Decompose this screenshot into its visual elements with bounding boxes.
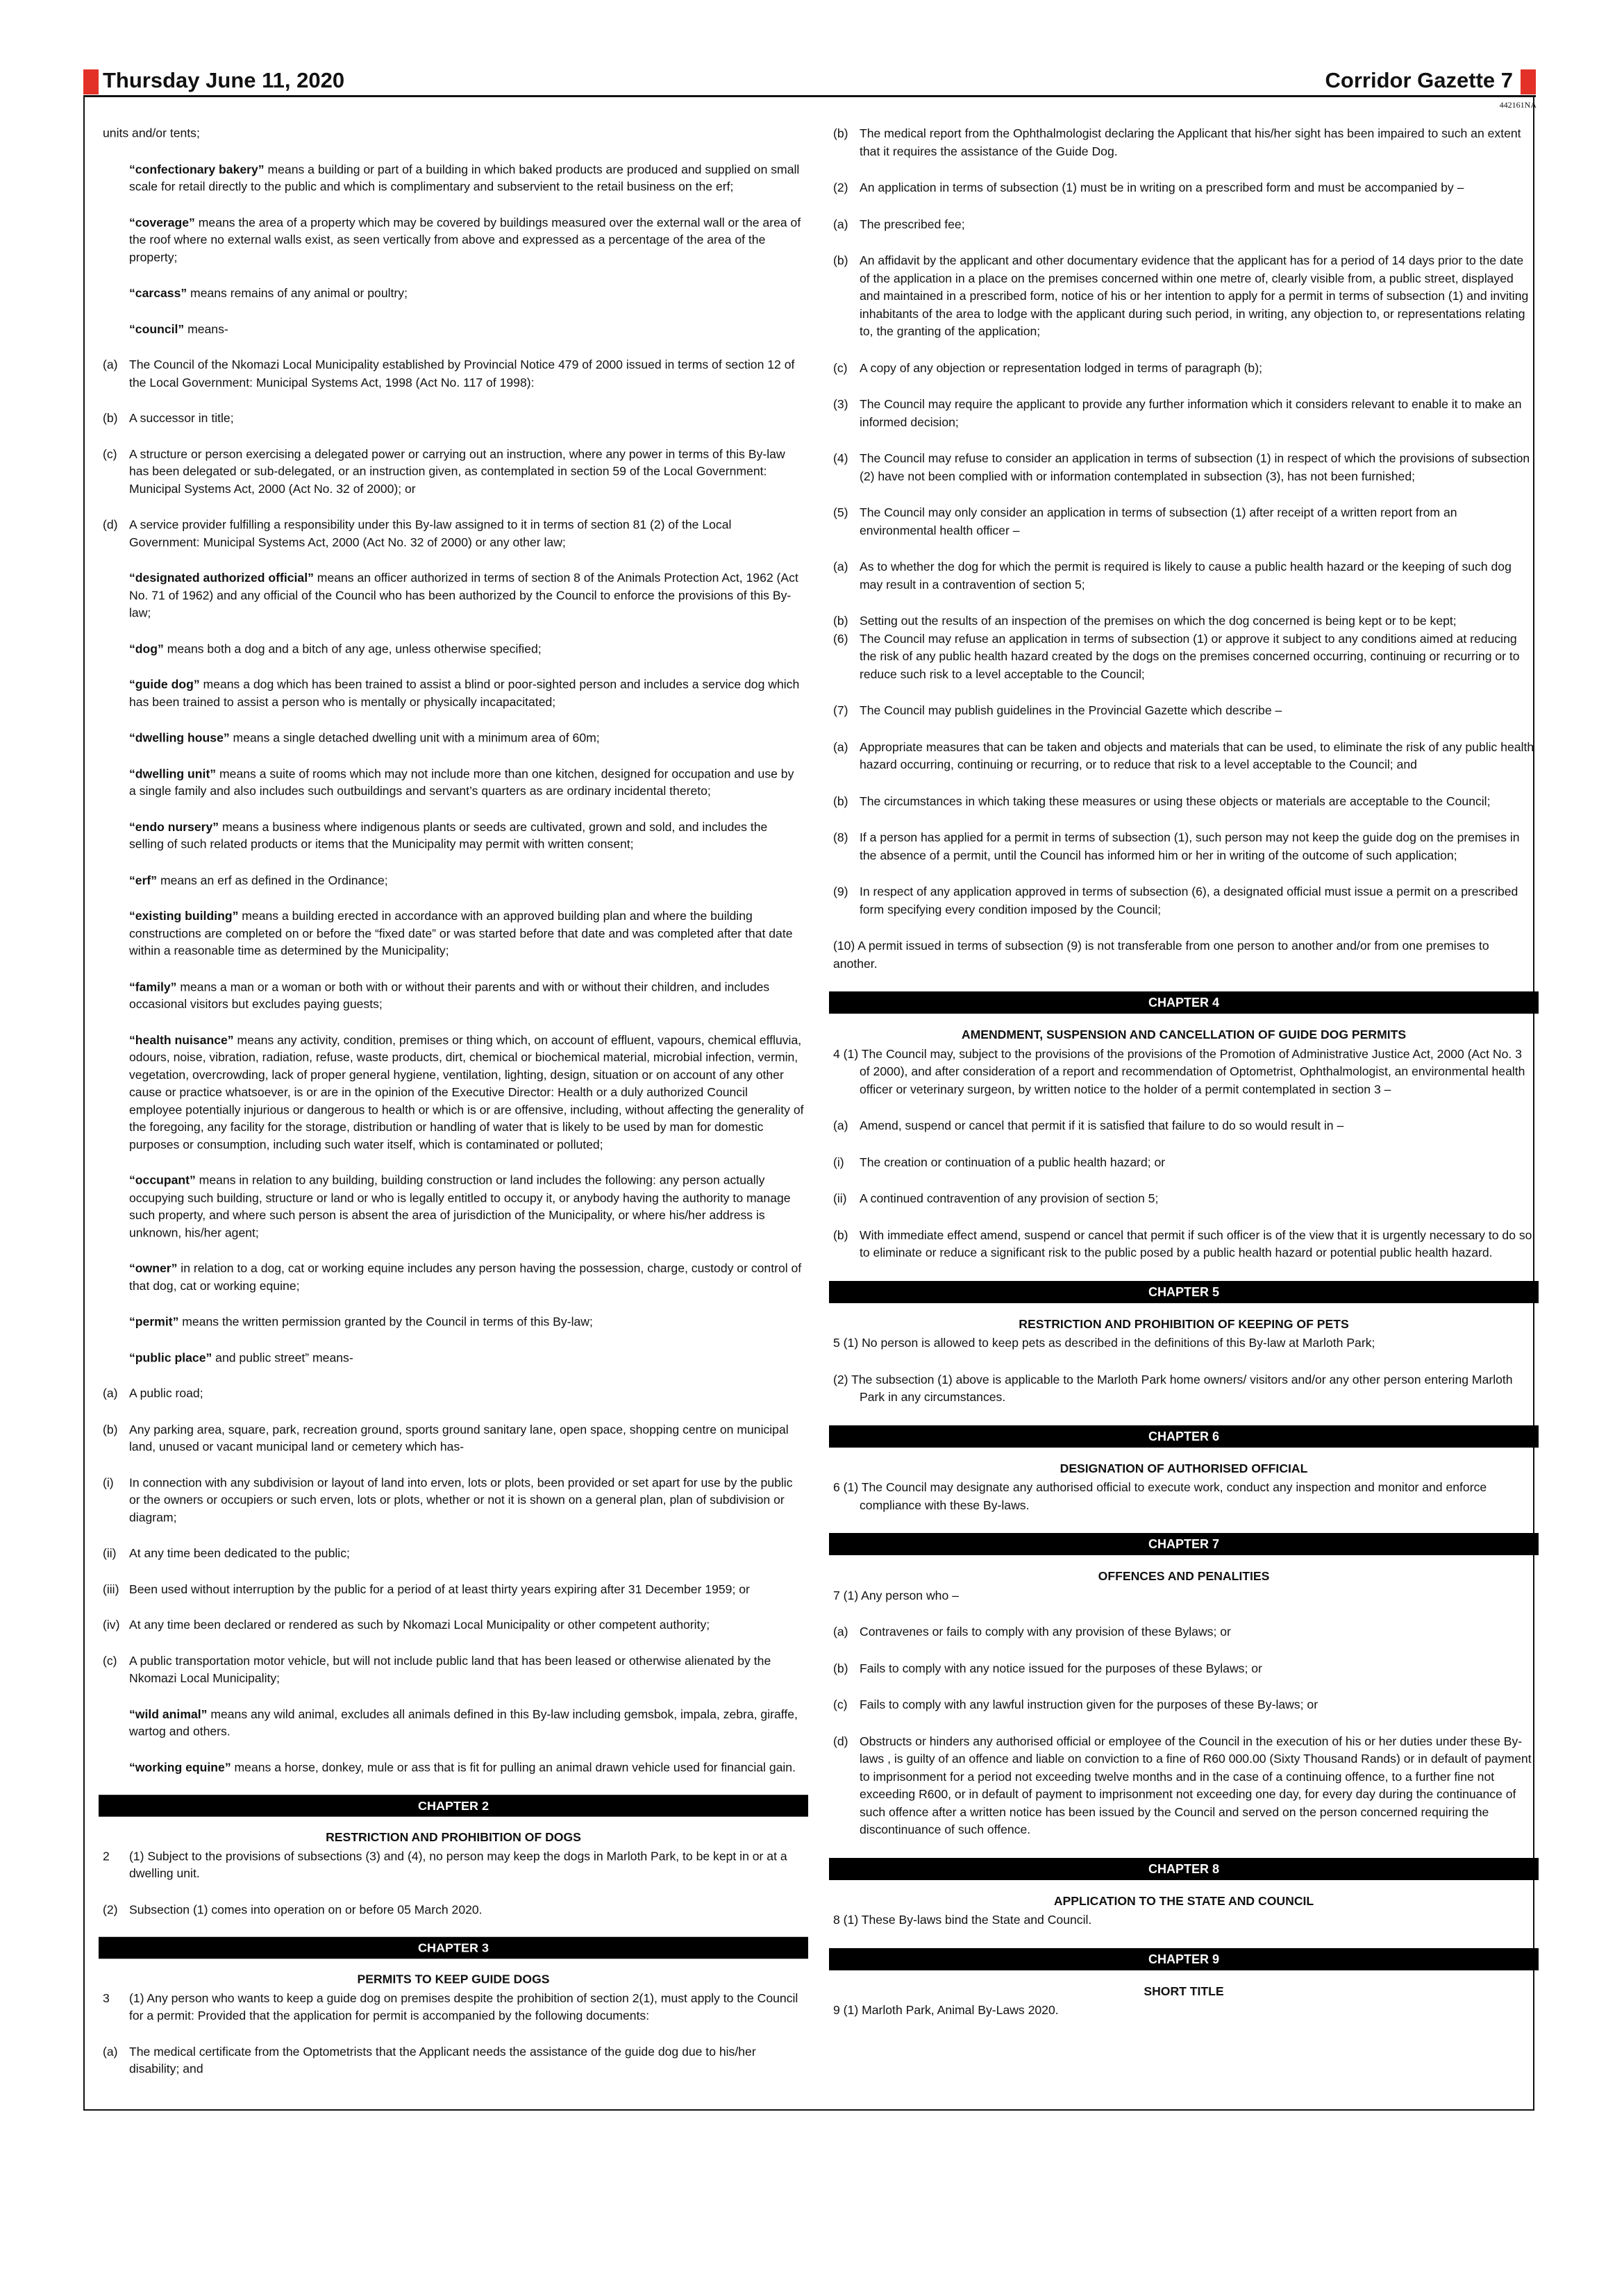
item-label: (b) — [103, 1422, 118, 1436]
item-label: (a) — [103, 1386, 118, 1400]
chapter-4-lead: 4 (1) The Council may, subject to the provisions of the provisions of the Promotion of Administrative Justice Act, 2000 (Act No. 3 of 2000), and after consideration of a report and recommendation of Optometrist, Ophthalmologist, an environmental health officer or veterinary surgeon, by written notice to the holder of a permit contemplated in section 3 – — [833, 1046, 1525, 1096]
definition-term: “dwelling house” — [129, 730, 230, 745]
list-item — [103, 1385, 804, 1402]
item-text: The Council may require the applicant to provide any further information which it considers relevant to enable it to make an informed decision; — [860, 397, 1522, 429]
item-text: The Council may refuse to consider an application in terms of subsection (1) in respect of which the provisions of subsection (2) have not been complied with or information contemplated in subsection (3), has not been furnished; — [860, 451, 1530, 483]
definition-term: “endo nursery” — [129, 819, 219, 834]
definition-term: “family” — [129, 980, 177, 994]
item-text: A public road; — [129, 1386, 203, 1400]
item-text: The circumstances in which taking these measures or using these objects or materials are acceptable to the Council; — [860, 794, 1491, 808]
item-label: (2) — [103, 1902, 118, 1916]
definition-term: “council” — [129, 321, 185, 336]
item-text: (1) Any person who wants to keep a guide dog on premises despite the prohibition of section 2(1), must apply to the Council for a permit: Provided that the application for permit is accompanied by the following documents: — [129, 1991, 798, 2022]
item-label: (b) — [833, 614, 848, 628]
chapter-6-line1: 6 (1) The Council may designate any authorised official to execute work, conduct any inspection and monitor and enforce compliance with these By-laws. — [833, 1480, 1487, 1512]
list-item — [103, 1421, 804, 1456]
list-item — [103, 1990, 804, 2025]
item-label: (ii) — [833, 1191, 847, 1205]
definition-text: means a suite of rooms which may not include more than one kitchen, designed for occupation and use by a single family and also includes such outbuildings and servant’s quarters as are ordinary incidental thereto; — [129, 766, 794, 798]
item-text: A copy of any objection or representation lodged in terms of paragraph (b); — [860, 360, 1262, 375]
item-text: Subsection (1) comes into operation on or before 05 March 2020. — [129, 1902, 483, 1916]
list-item — [103, 1847, 804, 1882]
definition-term: “guide dog” — [129, 677, 200, 692]
item-label: (a) — [103, 2044, 118, 2059]
definition — [103, 978, 804, 1013]
item-text: An affidavit by the applicant and other documentary evidence that the applicant has for a period of 14 days prior to the date of the application in a place on the premises concerned within one metre of, clearly visible from, a public street, displayed and maintained in a prescribed form, notice of his or her intention to apply for a permit in terms of subsection (1) and inviting inhabitants of the area to lodge with the applicant during such period, in writing, any objection to, or representations relating to, the granting of the application; — [860, 253, 1529, 338]
list-item — [833, 216, 1534, 234]
chapter-5-line1: 5 (1) No person is allowed to keep pets as described in the definitions of this By-law at Marloth Park; — [833, 1336, 1375, 1350]
definition-term: “dwelling unit” — [129, 766, 217, 780]
definition — [103, 765, 804, 800]
definition — [103, 285, 804, 302]
item-text: The Council of the Nkomazi Local Municipality established by Provincial Notice 479 of 2000 issued in terms of section 12 of the Local Government: Municipal Systems Act, 1998 (Act No. 117 of 1998): — [129, 358, 795, 389]
item-label: (a) — [833, 1625, 848, 1639]
item-text: If a person has applied for a permit in terms of subsection (1), such person may not keep the guide dog on the premises in the absence of a permit, until the Council has informed him or her in writing of the outcome of such application; — [860, 830, 1520, 862]
definition-text: means remains of any animal or poultry; — [187, 286, 408, 300]
item-text: At any time been declared or rendered as such by Nkomazi Local Municipality or other competent authority; — [129, 1618, 710, 1632]
list-item — [833, 179, 1534, 197]
list-item — [103, 1474, 804, 1526]
chapter-4-banner: CHAPTER 4 — [829, 991, 1539, 1014]
definition — [103, 161, 804, 196]
chapter-7-banner: CHAPTER 7 — [829, 1533, 1539, 1555]
item-label: (c) — [103, 446, 117, 461]
chapter-9-line1: 9 (1) Marloth Park, Animal By-Laws 2020. — [833, 2003, 1059, 2017]
definition-text: means a building or part of a building in which baked products are produced and supplied on small scale for retail directly to the public and which is complimentary and subservient to the retail business on the erf; — [129, 162, 800, 194]
chapter-9-title: SHORT TITLE — [1144, 1984, 1224, 1998]
item-label: (i) — [833, 1155, 844, 1169]
item-text: Amend, suspend or cancel that permit if it is satisfied that failure to do so would result in – — [860, 1118, 1344, 1132]
item-label: (8) — [833, 830, 848, 844]
item-text: A service provider fulfilling a responsibility under this By-law assigned to it in terms of section 81 (2) of the Local Government: Municipal Systems Act, 2000 (Act No. 32 of 2000) or any other law; — [129, 517, 732, 549]
item-label: (d) — [833, 1734, 848, 1748]
definition-text: means in relation to any building, building construction or land includes the following: any person actually occupying such building, structure or land or who is legally entitled to occupy it, or anybody having the authority to manage such property, and where such person is absent the area of jurisdiction of the Municipality, or where his/her address is unknown, his/her agent; — [129, 1173, 791, 1239]
item-text: A successor in title; — [129, 411, 234, 425]
chapter-2-title: RESTRICTION AND PROHIBITION OF DOGS — [326, 1830, 581, 1844]
chapter-6-banner: CHAPTER 6 — [829, 1425, 1539, 1448]
list-item — [103, 1581, 804, 1598]
chapter-3-title: PERMITS TO KEEP GUIDE DOGS — [357, 1972, 550, 1986]
item-label: (c) — [103, 1654, 117, 1668]
item-text: In respect of any application approved in terms of subsection (6), a designated official must issue a permit on a prescribed form specifying every condition imposed by the Council; — [860, 885, 1518, 916]
definition — [103, 907, 804, 960]
definition — [103, 214, 804, 266]
definition-term: “working equine” — [129, 1760, 231, 1775]
chapter-5-banner: CHAPTER 5 — [829, 1281, 1539, 1303]
definition-term: “coverage” — [129, 215, 195, 230]
definition — [103, 1172, 804, 1241]
list-item — [833, 1660, 1534, 1678]
item-text: The prescribed fee; — [860, 217, 965, 231]
item-label: (6) — [833, 631, 848, 646]
item-text: (1) Subject to the provisions of subsections (3) and (4), no person may keep the dogs in Marloth Park, to be kept in or at a dwelling unit. — [129, 1849, 787, 1881]
definition-term: “confectionary bakery” — [129, 162, 265, 176]
list-item — [833, 396, 1534, 431]
item-label: (b) — [833, 126, 848, 140]
item-label: (i) — [103, 1475, 114, 1489]
item-text: The Council may only consider an application in terms of subsection (1) after receipt of a written report from an environmental health officer – — [860, 505, 1457, 537]
list-item — [833, 1623, 1534, 1641]
list-item — [103, 446, 804, 498]
item-text: Fails to comply with any lawful instruction given for the purposes of these By-laws; or — [860, 1698, 1319, 1711]
item-label: (5) — [833, 505, 848, 519]
list-item — [103, 1545, 804, 1562]
item-text: Contravenes or fails to comply with any provision of these Bylaws; or — [860, 1625, 1231, 1639]
item-text: The Council may refuse an application in terms of subsection (1) or approve it subject to any conditions aimed at reducing the risk of any public health hazard created by the dogs on the premises concerned occurring, continuing or recurring or to reduce such risk to a level acceptable to the Council; — [860, 631, 1520, 681]
item-text: Any parking area, square, park, recreation ground, sports ground sanitary lane, open space, shopping centre on municipal land, unused or vacant municipal land or cemetery which has- — [129, 1422, 789, 1454]
definition — [103, 1759, 804, 1777]
list-item — [833, 1733, 1534, 1839]
chapter-5-line2: (2) The subsection (1) above is applicable to the Marloth Park home owners/ visitors and/or any other person entering Marloth Park in any circumstances. — [833, 1372, 1513, 1404]
list-item — [833, 252, 1534, 341]
header-accent-left — [83, 69, 99, 94]
definition-term: “wild animal” — [129, 1707, 208, 1721]
list-item — [103, 1901, 804, 1918]
item-label: 3 — [103, 1991, 110, 2005]
item-label: (d) — [103, 517, 118, 532]
definition — [103, 819, 804, 853]
definition — [103, 1706, 804, 1741]
definition-term: “existing building” — [129, 909, 239, 923]
list-item — [833, 450, 1534, 485]
item-text: At any time been dedicated to the public; — [129, 1546, 350, 1560]
left-column — [103, 125, 804, 2096]
definition — [103, 569, 804, 621]
item-text: An application in terms of subsection (1) must be in writing on a prescribed form and must be accompanied by – — [860, 181, 1464, 194]
item-label: (2) — [833, 181, 848, 194]
list-item — [833, 558, 1534, 594]
item-text: The medical report from the Ophthalmologist declaring the Applicant that his/her sight has been impaired to such an extent that it requires the assistance of the Guide Dog. — [860, 126, 1521, 158]
item-label: (a) — [833, 739, 848, 754]
list-item — [833, 702, 1534, 720]
chapter-3-banner: CHAPTER 3 — [99, 1937, 808, 1959]
definition-term: “dog” — [129, 642, 164, 655]
list-item — [833, 1227, 1534, 1262]
definition — [103, 1260, 804, 1295]
item-label: (a) — [833, 560, 848, 573]
item-label: 2 — [103, 1849, 110, 1863]
definition — [103, 1314, 804, 1331]
list-item — [833, 1117, 1534, 1135]
item-text: The Council may publish guidelines in the Provincial Gazette which describe – — [860, 703, 1282, 717]
chapter-8-line1: 8 (1) These By-laws bind the State and Council. — [833, 1913, 1092, 1927]
item-label: (ii) — [103, 1546, 117, 1560]
item-label: (b) — [103, 411, 118, 425]
list-item — [833, 883, 1534, 919]
definition-term: “carcass” — [129, 286, 187, 300]
definition-term: “erf” — [129, 873, 158, 887]
list-item — [833, 504, 1534, 539]
header-accent-right — [1521, 69, 1536, 94]
chapter-4-title: AMENDMENT, SUSPENSION AND CANCELLATION OF GUIDE DOG PERMITS — [961, 1028, 1407, 1041]
item-text: Appropriate measures that can be taken and objects and materials that can be used, to eliminate the risk of any public health hazard occurring, continuing or recurring, or to reduce that risk to a level acceptable to the Council; and — [860, 739, 1534, 771]
definition-text: means a business where indigenous plants or seeds are cultivated, grown and sold, and includes the selling of such related products or items that the Municipality may permit with written consent; — [129, 819, 768, 851]
item-text: A public transportation motor vehicle, but will not include public land that has been leased or otherwise alienated by the Nkomazi Local Municipality; — [129, 1654, 771, 1685]
item-text: In connection with any subdivision or layout of land into erven, lots or plots, been provided or set apart for use by the public or the owners or occupiers or such erven, lots or plots, whether or not it is shown on a general plan, plan of subdivision or diagram; — [129, 1475, 793, 1525]
item-text: Fails to comply with any notice issued for the purposes of these Bylaws; or — [860, 1661, 1262, 1675]
list-item — [833, 360, 1534, 378]
list-item — [103, 517, 804, 551]
list-item — [833, 1696, 1534, 1714]
chapter-9-banner: CHAPTER 9 — [829, 1948, 1539, 1970]
definition-text: means a single detached dwelling unit with a minimum area of 60m; — [229, 730, 600, 745]
definition-text: means an erf as defined in the Ordinance; — [157, 873, 388, 887]
item-text: Obstructs or hinders any authorised official or employee of the Council in the execution of his or her duties under these By-laws , is guilty of an offence and liable on conviction to a fine of R60 000.00 (Sixty Thousand Rands) or in default of payment to imprisonment for a period not exceeding twelve months and in the case of a continuing offence, to a further fine not exceeding R600, or in default of payment to imprisonment not exceeding one day, for every day during the continuance of such offence after a written notice has been issued by the Council and served on the person concerned requiring the discontinuance of such offence. — [860, 1734, 1532, 1836]
definition-text: means both a dog and a bitch of any age, unless otherwise specified; — [163, 642, 542, 655]
item-label: (a) — [833, 1118, 848, 1132]
chapter-2-banner: CHAPTER 2 — [99, 1795, 808, 1816]
definition-text: means a man or a woman or both with or without their parents and with or without their children, and includes occasional visitors but excludes paying guests; — [129, 980, 770, 1011]
list-item — [833, 793, 1534, 811]
item-label: (b) — [833, 253, 848, 267]
definition — [103, 730, 804, 747]
definition-text: in relation to a dog, cat or working equine includes any person having the possession, charge, custody or control of that dog, cat or working equine; — [129, 1261, 802, 1293]
definition-text: means a building erected in accordance with an approved building plan and where the building constructions are completed on or before the “fixed date” or was started before that date and was completed after that date within a reasonable time as determined by the Municipality; — [129, 909, 793, 958]
item-label: (c) — [833, 1698, 848, 1711]
item-text: Been used without interruption by the public for a period of at least thirty years expiring after 31 December 1959; or — [129, 1582, 750, 1596]
definition-term: “owner” — [129, 1261, 178, 1275]
list-item — [833, 739, 1534, 774]
definition-term: “occupant” — [129, 1173, 196, 1187]
definition — [103, 321, 804, 338]
item-label: (b) — [833, 1227, 848, 1242]
intro-text: units and/or tents; — [103, 126, 200, 140]
chapter-8-title: APPLICATION TO THE STATE AND COUNCIL — [1053, 1893, 1314, 1908]
item-text: A continued contravention of any provision of section 5; — [860, 1191, 1159, 1205]
definition — [103, 1349, 804, 1366]
issue-date: Thursday June 11, 2020 — [103, 68, 345, 92]
definition-term: “designated authorized official” — [129, 571, 314, 585]
list-item — [833, 1154, 1534, 1172]
item-label: (7) — [833, 703, 848, 717]
definition — [103, 640, 804, 657]
item-label: (iii) — [103, 1582, 119, 1596]
right-column — [833, 125, 1534, 2038]
chapter-8-banner: CHAPTER 8 — [829, 1858, 1539, 1880]
subsection-10: (10) A permit issued in terms of subsection (9) is not transferable from one person to another and/or from one premises to another. — [833, 939, 1489, 971]
chapter-6-title: DESIGNATION OF AUTHORISED OFFICIAL — [1060, 1461, 1308, 1475]
item-label: (9) — [833, 885, 848, 898]
item-label: (4) — [833, 451, 848, 465]
item-text: With immediate effect amend, suspend or cancel that permit if such officer is of the view that it is urgently necessary to do so to eliminate or reduce a significant risk to the public posed by a public health hazard or potential public health hazard. — [860, 1227, 1532, 1259]
definition — [103, 1032, 804, 1154]
definition — [103, 872, 804, 889]
chapter-5-title: RESTRICTION AND PROHIBITION OF KEEPING OF PETS — [1019, 1316, 1349, 1331]
item-text: The medical certificate from the Optometrists that the Applicant needs the assistance of the guide dog due to his/her disability; and — [129, 2044, 756, 2076]
item-label: (c) — [833, 360, 848, 375]
list-item — [833, 612, 1534, 630]
item-text: Setting out the results of an inspection of the premises on which the dog concerned is being kept or to be kept; — [860, 614, 1457, 628]
item-text: The creation or continuation of a public health hazard; or — [860, 1155, 1166, 1169]
item-label: (a) — [103, 358, 118, 372]
list-item — [103, 356, 804, 391]
definition-text: means- — [184, 321, 228, 336]
definition-term: “permit” — [129, 1314, 179, 1329]
definition — [103, 676, 804, 711]
definition-text: means a horse, donkey, mule or ass that is fit for pulling an animal drawn vehicle used for financial gain. — [231, 1760, 796, 1775]
definition-term: “health nuisance” — [129, 1032, 234, 1047]
advert-reference: 442161NA — [1499, 100, 1537, 110]
item-label: (b) — [833, 794, 848, 808]
definition-text: means an officer authorized in terms of section 8 of the Animals Protection Act, 1962 (Act No. 71 of 1962) and any official of the Council who has been authorized by the Council to enforce the provisions of this By-law; — [129, 571, 798, 620]
publication-page: Corridor Gazette 7 — [1325, 68, 1513, 92]
list-item — [833, 125, 1534, 160]
list-item — [103, 410, 804, 427]
definition-text: means the written permission granted by the Council in terms of this By-law; — [178, 1314, 593, 1329]
item-label: (b) — [833, 1661, 848, 1675]
list-item — [103, 2043, 804, 2078]
list-item — [833, 829, 1534, 864]
item-text: A structure or person exercising a delegated power or carrying out an instruction, where any power in terms of this By-law has been delegated or sub-delegated, or an instruction given, as contemplated in section 59 of the Local Government: Municipal Systems Act, 2000 (Act No. 32 of 2000); or — [129, 446, 785, 496]
list-item — [833, 630, 1534, 684]
definition-text: means a dog which has been trained to assist a blind or poor-sighted person and includes a service dog which has been trained to assist a person who is mentally or physically incapacitated; — [129, 677, 800, 709]
item-label: (3) — [833, 397, 848, 411]
definition-text: means the area of a property which may be covered by buildings measured over the external wall or the area of the roof where no external walls exist, as seen vertically from above and expressed as a percentage of the area of the property; — [129, 215, 801, 265]
item-label: (a) — [833, 217, 848, 231]
definition-text: and public street” means- — [212, 1350, 353, 1364]
item-label: (iv) — [103, 1618, 120, 1632]
definition-text: means any activity, condition, premises or thing which, on account of effluent, vapours, chemical effluvia, odours, noise, vibration, radiation, refuse, waste products, dirt, chemical or biochemical material, microbial infection, vermin, vegetation, overcrowding, lack of proper general hygiene, ventilation, lighting, design, situation or on account of any other cause or practice whatsoever, is or are in the opinion of the Executive Director: Health or a duly authorized Council employee potentially injurious or dangerous to health or which is or are offensive, including, without affecting the generality of the foregoing, any facility for the storage, distribution or handling of water that is likely to be used by man for domestic purposes or consumption, including such water itself, which is contaminated or polluted; — [129, 1032, 804, 1152]
chapter-7-title: OFFENCES AND PENALITIES — [1098, 1569, 1270, 1583]
list-item — [833, 1190, 1534, 1208]
list-item — [103, 1652, 804, 1687]
chapter-7-lead: 7 (1) Any person who – — [833, 1588, 959, 1602]
definition-term: “public place” — [129, 1350, 212, 1364]
item-text: As to whether the dog for which the permit is required is likely to cause a public health hazard or the keeping of such dog may result in a contravention of section 5; — [860, 560, 1512, 592]
list-item — [103, 1616, 804, 1634]
definition-text: means any wild animal, excludes all animals defined in this By-law including gemsbok, impala, zebra, giraffe, wartog and others. — [129, 1707, 798, 1738]
